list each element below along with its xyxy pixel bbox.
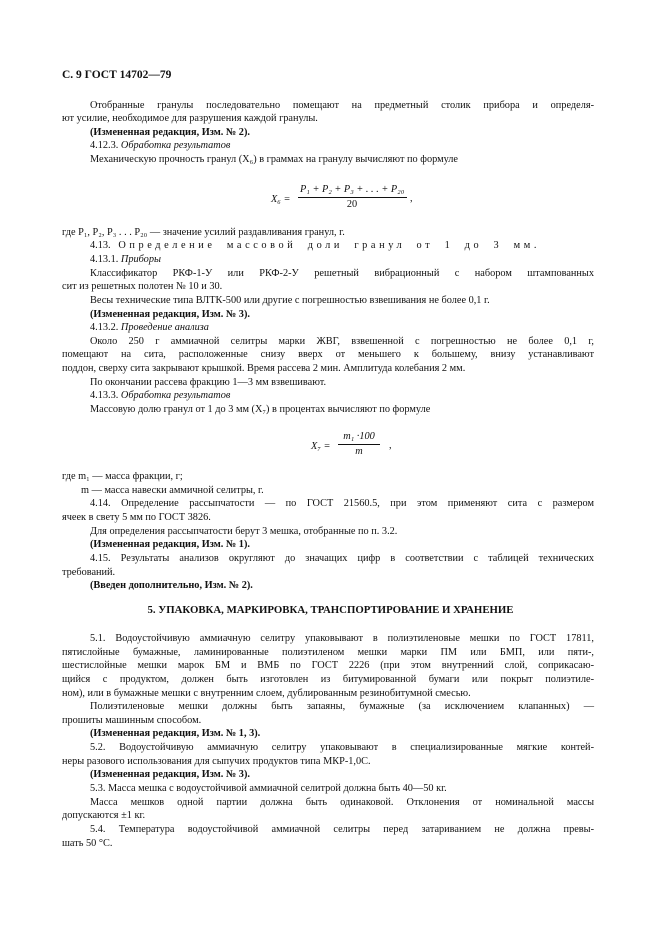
subsection-heading	[90, 253, 161, 266]
paragraph-line: помещают на сита, расположенные снизу вверх от меньшего к большему, внизу устанавливают	[62, 349, 594, 360]
subsection-number: 4.13.1.	[90, 254, 119, 265]
paragraph-line: шестислойные мешки марок БМ и ВМБ по ГОСТ 2226 (при этом внутренний слой, соприкасаю-	[62, 660, 594, 671]
paragraph-line: пятислойные бумажные, ламинированные полиэтиленом мешки марки ПМ или БМП, или пяти-,	[62, 647, 594, 658]
paragraph-line: сит из решетных полотен № 10 и 30.	[62, 281, 223, 292]
formula-lhs: X₇ =	[311, 441, 331, 452]
paragraph-line: Классификатор РКФ-1-У или РКФ-2-У решетный вибрационный с набором штампованных	[90, 268, 594, 279]
amendment-note: (Измененная редакция, Изм. № 2).	[90, 127, 250, 138]
paragraph-line: Для определения рассыпчатости берут 3 мешка, отобранные по п. 3.2.	[90, 526, 398, 537]
paragraph-line: Масса мешков одной партии должна быть одинаковой. Отклонения от номинальной массы	[90, 797, 594, 808]
paragraph-line: требований.	[62, 567, 116, 578]
subsection-title: Обработка результатов	[120, 390, 231, 401]
section-heading-4-13	[90, 239, 540, 252]
amendment-note: (Измененная редакция, Изм. № 1, 3).	[90, 728, 261, 739]
amendment-note: (Измененная редакция, Изм. № 3).	[90, 309, 250, 320]
amendment-note: (Введен дополнительно, Изм. № 2).	[90, 580, 253, 591]
subsection-title: Приборы	[120, 254, 161, 265]
paragraph-line: 5.2. Водоустойчивую аммиачную селитру упаковывают в специализированные мягкие контей-	[90, 742, 594, 753]
paragraph-line: ячеек в свету 5 мм по ГОСТ 3826.	[62, 512, 211, 523]
paragraph-line: ют усилие, необходимое для разрушения каждой гранулы.	[62, 113, 318, 124]
paragraph-line: Около 250 г аммиачной селитры марки ЖВГ, взвешенной с погрешностью не более 0,1 г,	[90, 336, 594, 347]
paragraph-line: прошиты машинным способом.	[62, 715, 202, 726]
subsection-heading	[90, 139, 230, 152]
paragraph-line: 4.15. Результаты анализов округляют до значащих цифр в соответствии с таблицей технических	[90, 553, 594, 564]
paragraph-line: Механическую прочность гранул (X₆) в граммах на гранулу вычисляют по формуле	[90, 154, 459, 165]
subsection-title: Проведение анализа	[120, 322, 209, 333]
formula-numerator: m₁ ·100	[343, 431, 375, 442]
section-5-heading: 5. УПАКОВКА, МАРКИРОВКА, ТРАНСПОРТИРОВАНИЕ И ХРАНЕНИЕ	[147, 604, 514, 616]
subsection-number: 4.12.3.	[90, 140, 119, 151]
subsection-number: 4.13.2.	[90, 322, 119, 333]
formula-numerator: P₁ + P₂ + P₃ + . . . + P₂₀	[300, 184, 405, 195]
subsection-number: 4.13.3.	[90, 390, 119, 401]
subsection-heading	[90, 321, 209, 334]
paragraph-line: неры разового использования для сыпучих продуктов типа МКР-1,0С.	[62, 756, 371, 767]
formula-denominator: 20	[346, 199, 358, 210]
paragraph-line: где m₁ — масса фракции, г;	[62, 471, 183, 482]
paragraph-line: шать 50 °С.	[62, 838, 113, 849]
section-number: 4.13.	[90, 240, 111, 251]
paragraph-line: m — масса навески аммичной селитры, г.	[81, 485, 264, 496]
paragraph-line: 5.3. Масса мешка с водоустойчивой аммиачной селитрой должна быть 40—50 кг.	[90, 783, 447, 794]
amendment-note: (Измененная редакция, Изм. № 3).	[90, 769, 250, 780]
subsection-heading	[90, 389, 230, 402]
formula-denominator: m	[355, 446, 363, 457]
paragraph-line: где P₁, P₂, P₃ . . . P₂₀ — значение усилий раздавливания гранул, г.	[62, 227, 345, 238]
paragraph-line: 4.14. Определение рассыпчатости — по ГОСТ 21560.5, при этом применяют сита с размером	[90, 498, 594, 509]
paragraph-line: Весы технические типа ВЛТК-500 или другие с погрешностью взвешивания не более 0,1 г.	[90, 295, 490, 306]
subsection-title: Обработка результатов	[120, 140, 231, 151]
paragraph-line: 5.4. Температура водоустойчивой аммиачной селитры перед затариванием не должна превы-	[90, 824, 594, 835]
paragraph-line: 5.1. Водоустойчивую аммиачную селитру упаковывают в полиэтиленовые мешки по ГОСТ 17811,	[90, 633, 594, 644]
paragraph-line: Массовую долю гранул от 1 до 3 мм (X₇) в процентах вычисляют по формуле	[90, 404, 431, 415]
formula-trail: ,	[410, 193, 413, 204]
section-title: Определение массовой доли гранул от 1 до 3 мм.	[118, 240, 541, 251]
paragraph-line: По окончании рассева фракцию 1—3 мм взвешивают.	[90, 377, 327, 388]
paragraph-line: ном), или в бумажные мешки с внутренним слоем, дублированным резинобитумной смесью.	[62, 688, 471, 699]
formula-lhs: X₆ =	[271, 194, 291, 205]
paragraph-line: Отобранные гранулы последовательно помещают на предметный столик прибора и определя-	[90, 100, 594, 111]
paragraph-line: поддон, сверху сита закрывают крышкой. Время рассева 2 мин. Амплитуда колебания 2 мм.	[62, 363, 466, 374]
page-header: С. 9 ГОСТ 14702—79	[62, 69, 172, 81]
amendment-note: (Измененная редакция, Изм. № 1).	[90, 539, 250, 550]
paragraph-line: щийся с продуктом, должен быть изготовлен из битумированной бумаги или покрыт полиэтиле-	[62, 674, 594, 685]
formula-trail: ,	[389, 440, 392, 451]
paragraph-line: допускаются ±1 кг.	[62, 810, 146, 821]
paragraph-line: Полиэтиленовые мешки должны быть запаяны, бумажные (за исключением клапанных) —	[90, 701, 594, 712]
